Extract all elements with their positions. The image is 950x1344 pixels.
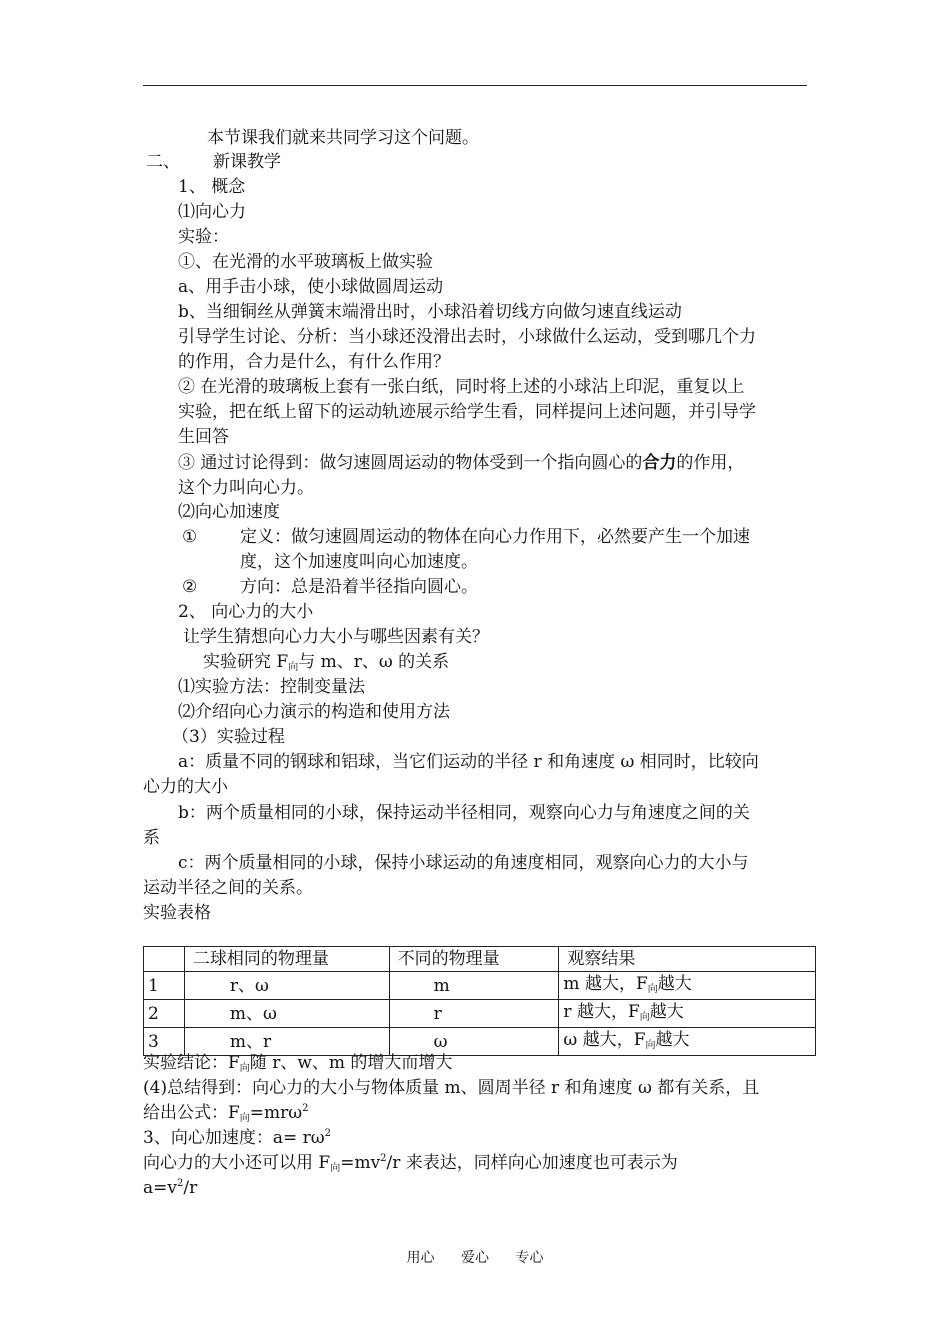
text-run: =mv [340, 1153, 381, 1173]
text-line: ⑴向心力 [178, 202, 246, 222]
text-line [143, 1126, 331, 1153]
text-line: 的作用，合力是什么，有什么作用？ [178, 352, 450, 372]
page-footer: 用心 爱心 专心 [406, 1250, 544, 1266]
text-line: (4)总结得到：向心力的大小与物体质量 m、圆周半径 r 和角速度 ω 都有关系，且 [143, 1078, 760, 1098]
cell-text: 越大 [657, 974, 692, 994]
text-line: 心力的大小 [143, 777, 228, 797]
text-line: 定义：做匀速圆周运动的物体在向心力作用下，必然要产生一个加速 [240, 527, 750, 547]
table-cell: r [389, 1000, 559, 1028]
table-cell: m [389, 972, 559, 1000]
text-run: =mrω [249, 1103, 303, 1123]
subsection-heading: 2、 向心力的大小 [178, 602, 314, 622]
text-line: 让学生猜想向心力大小与哪些因素有关？ [183, 627, 489, 647]
cell-text: r 越大，F [563, 1002, 640, 1022]
table-caption: 实验表格 [143, 903, 211, 923]
cell-text: 越大 [655, 1030, 690, 1050]
text-run: 3、向心加速度：a= rω [143, 1128, 325, 1148]
text-line: 系 [143, 828, 160, 848]
text-run: a=v [143, 1178, 177, 1198]
subscript: 向 [330, 1163, 341, 1174]
subscript: 向 [645, 1040, 656, 1051]
superscript: 2 [302, 1103, 309, 1114]
table-header-cell [144, 947, 185, 972]
text-line: 这个力叫向心力。 [178, 478, 314, 498]
text-line: 本节课我们就来共同学习这个问题。 [207, 128, 479, 148]
table-row [144, 972, 816, 1000]
text-run: 随 r、w、m 的增大而增大 [249, 1053, 453, 1073]
text-line: a、用手击小球，使小球做圆周运动 [178, 277, 444, 297]
subscript: 向 [288, 662, 299, 673]
text-run: 的作用， [676, 453, 745, 473]
subscript: 向 [639, 1012, 650, 1023]
list-marker: ② [182, 577, 198, 597]
text-run: /r 来表达，同样向心加速度也可表示为 [386, 1153, 678, 1173]
text-run: ③ 通过讨论得到：做匀速圆周运动的物体受到一个指向圆心的 [178, 453, 643, 473]
table-cell [559, 1000, 816, 1028]
text-line: b：两个质量相同的小球，保持运动半径相同，观察向心力与角速度之间的关 [178, 803, 750, 823]
superscript: 2 [176, 1178, 184, 1189]
text-run: 实验结论：F [143, 1053, 240, 1073]
text-line: 生回答 [178, 427, 229, 447]
table-cell [559, 972, 816, 1000]
subscript: 向 [239, 1113, 250, 1124]
text-run: 向心力的大小还可以用 F [143, 1153, 331, 1173]
subsection-heading: 1、 概念 [178, 177, 246, 197]
table-header-cell: 观察结果 [559, 947, 816, 972]
superscript: 2 [324, 1128, 331, 1139]
table-cell: m、ω [184, 1000, 389, 1028]
text-run: 实验研究 F [203, 652, 289, 672]
text-run: 给出公式：F [143, 1103, 240, 1123]
text-line: ①、在光滑的水平玻璃板上做实验 [178, 252, 433, 272]
table-cell: r、ω [184, 972, 389, 1000]
text-line: 方向：总是沿着半径指向圆心。 [240, 577, 478, 597]
text-run: /r [183, 1178, 198, 1198]
cell-text: ω 越大，F [563, 1030, 646, 1050]
table-cell: 2 [144, 1000, 185, 1028]
text-line: （3）实验过程 [172, 727, 285, 747]
list-marker: ① [182, 527, 198, 547]
text-line [143, 1176, 197, 1203]
superscript: 2 [380, 1153, 387, 1164]
cell-text: m 越大，F [563, 974, 648, 994]
text-line: ⑵介绍向心力演示的构造和使用方法 [178, 702, 450, 722]
section-number: 二、 [146, 152, 180, 172]
header-rule [143, 85, 807, 86]
bold-term: 合力 [642, 453, 677, 473]
text-line: 度，这个加速度叫向心加速度。 [240, 552, 478, 572]
cell-text: 越大 [649, 1002, 684, 1022]
table-cell: 3 [144, 1028, 185, 1056]
text-line: 运动半径之间的关系。 [143, 878, 313, 898]
text-line [143, 1151, 678, 1178]
table-header-cell: 不同的物理量 [389, 947, 559, 972]
table-cell: 1 [144, 972, 185, 1000]
text-line [178, 451, 744, 475]
table-cell: m、r [184, 1028, 389, 1056]
table-header-row [144, 947, 816, 972]
text-line: 引导学生讨论、分析：当小球还没滑出去时，小球做什么运动，受到哪几个力 [178, 327, 756, 347]
text-line: 实验： [178, 227, 229, 247]
text-line: b、当细铜丝从弹簧末端滑出时，小球沿着切线方向做匀速直线运动 [178, 302, 682, 322]
subscript: 向 [647, 984, 658, 995]
text-line: 实验，把在纸上留下的运动轨迹展示给学生看，同样提问上述问题，并引导学 [178, 402, 756, 422]
experiment-table [143, 946, 816, 1056]
text-line: ⑴实验方法：控制变量法 [178, 677, 365, 697]
section-heading: 新课教学 [213, 152, 281, 172]
text-line [203, 650, 449, 677]
table-header-cell: 二球相同的物理量 [184, 947, 389, 972]
text-line: ⑵向心加速度 [178, 502, 280, 522]
text-line [143, 1051, 452, 1078]
text-line: c：两个质量相同的小球，保持小球运动的角速度相同，观察向心力的大小与 [178, 853, 749, 873]
subscript: 向 [239, 1063, 250, 1074]
text-line [143, 1101, 309, 1128]
text-line: ② 在光滑的玻璃板上套有一张白纸，同时将上述的小球沾上印泥，重复以上 [178, 377, 745, 397]
text-run: 与 m、r、ω 的关系 [298, 652, 450, 672]
table-cell: ω [389, 1028, 559, 1056]
text-line: a：质量不同的钢球和铝球，当它们运动的半径 r 和角速度 ω 相同时，比较向 [178, 752, 759, 772]
table-row [144, 1000, 816, 1028]
table-cell [559, 1028, 816, 1056]
